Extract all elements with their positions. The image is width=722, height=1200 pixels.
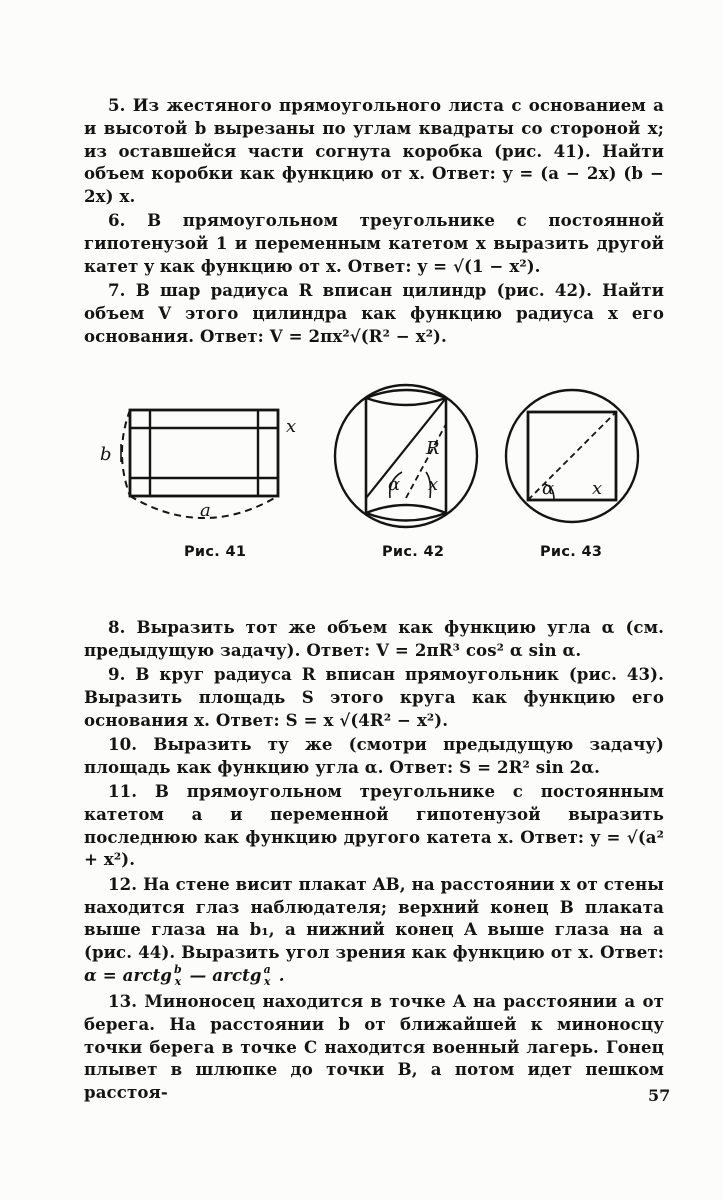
fig43-label-x: x [592, 478, 603, 499]
fig42-label-alpha: α [388, 474, 401, 495]
fraction-a-over-x: a x [263, 963, 271, 989]
fig43-label-alpha: α [542, 478, 555, 499]
fig41-label-a: a [200, 500, 211, 521]
figures-row [84, 380, 684, 580]
problem-6: 6. В прямоугольном треугольнике с постоянной гипотенузой 1 и переменным катетом x выразить другой катет y как функцию от x. Ответ: y = √(1 − x²). [84, 210, 664, 277]
problem-8: 8. Выразить тот же объем как функцию угла α (см. предыдущую задачу). Ответ: V = 2πR³ cos² α sin α. [84, 617, 664, 660]
problem-10: 10. Выразить ту же (смотри предыдущую задачу) площадь как функцию угла α. Ответ: S = 2R² sin 2α. [84, 733, 664, 777]
problem-7: 7. В шар радиуса R вписан цилиндр (рис. 42). Найти объем V этого цилиндра как функцию радиуса x его основания. Ответ: V = 2πx²√(R² − x²). [84, 280, 664, 346]
fig41-label-b: b [100, 444, 112, 465]
figures-svg [84, 380, 684, 540]
problems-bottom [84, 616, 664, 1105]
fig42-label-R: R [426, 438, 440, 459]
problem-11: 11. В прямоугольном треугольнике с постоянным катетом a и переменной гипотенузой выразить последнюю как функцию другого катета x. Ответ: y = √(a² + x²). [84, 781, 664, 870]
problem-5: 5. Из жестяного прямоугольного листа с основанием a и высотой b вырезаны по углам квадраты со стороной x; из оставшейся части согнута коробка (рис. 41). Найти объем коробки как функцию от x. Ответ: y = (a − 2x) (b − 2x) x. [84, 95, 664, 207]
problem-9: 9. В круг радиуса R вписан прямоугольник (рис. 43). Выразить площадь S этого круга как функцию его основания x. Ответ: S = x √(4R² − x²). [84, 664, 664, 730]
formula-12: α = arctg b x — arctg a x . [84, 963, 285, 989]
problem-12: 12. На стене висит плакат AB, на расстоянии x от стены находится глаз наблюдателя; верхний конец B плаката выше глаза на b₁, а нижний конец A выше глаза на a (рис. 44). Выразить угол зрения как функцию от x. Ответ: α = arctg b x — arctg a x . [84, 873, 664, 989]
caption-fig-43: Рис. 43 [540, 544, 603, 560]
fig41-label-x: x [286, 416, 297, 437]
problem-13: 13. Миноносец находится в точке A на расстоянии a от берега. На расстоянии b от ближайшей к миноносцу точки берега в точке C находится военный лагерь. Гонец плывет в шлюпке до точки B, а потом идет пешком расстоя- [84, 990, 665, 1103]
page-number: 57 [648, 1086, 671, 1105]
fraction-b-over-x: b x [174, 963, 182, 989]
caption-fig-42: Рис. 42 [382, 544, 445, 560]
figure-42-diagram [335, 385, 477, 527]
problems-top [84, 94, 664, 349]
figure-43-diagram [506, 390, 638, 522]
caption-fig-41: Рис. 41 [184, 544, 247, 560]
fig42-label-x: x [428, 474, 439, 495]
